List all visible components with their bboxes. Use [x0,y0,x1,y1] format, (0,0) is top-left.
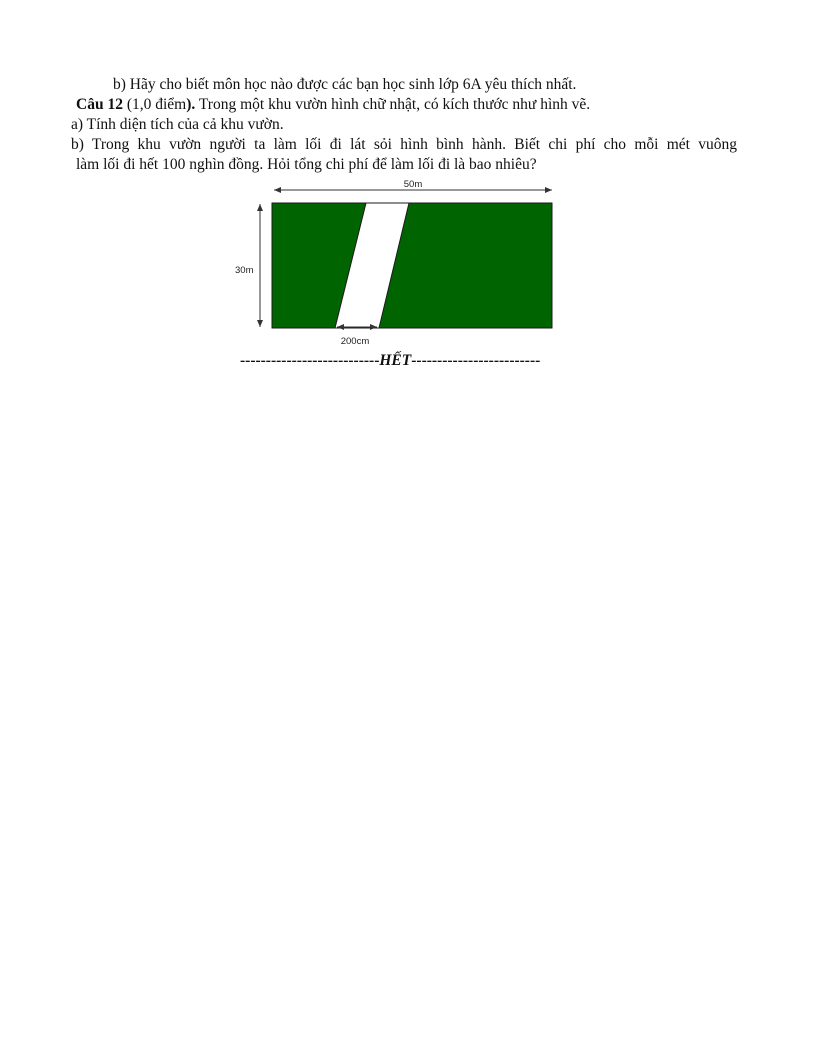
end-marker [240,352,540,370]
garden-rectangle [272,203,552,328]
question-12-text: Trong một khu vườn hình chữ nhật, có kích thước như hình vẽ. [195,96,591,113]
question-12a-line: a) Tính diện tích của cả khu vườn. [71,116,284,133]
end-dashes-right: ------------------------- [411,352,541,369]
question-12-points: (1,0 điểm [122,96,187,113]
question-12-label: Câu 12 [76,96,123,113]
width-label: 50m [403,179,423,190]
path-width-label: 200cm [340,336,370,347]
question-12b-line-1: b) Trong khu vườn người ta làm lối đi lát sỏi hình bình hành. Biết chi phí cho mỗi mét vuông [71,136,737,153]
question-11b-line: b) Hãy cho biết môn học nào được các bạn học sinh lớp 6A yêu thích nhất. [113,76,577,93]
end-word: HẾT [379,352,412,369]
garden-diagram [228,175,568,350]
height-label: 30m [235,265,254,276]
question-12-close: ). [186,96,196,113]
question-12b-line-2: làm lối đi hết 100 nghìn đồng. Hỏi tổng chi phí để làm lối đi là bao nhiêu? [76,156,537,173]
question-12-heading [76,95,590,115]
end-dashes-left: --------------------------- [240,352,380,369]
